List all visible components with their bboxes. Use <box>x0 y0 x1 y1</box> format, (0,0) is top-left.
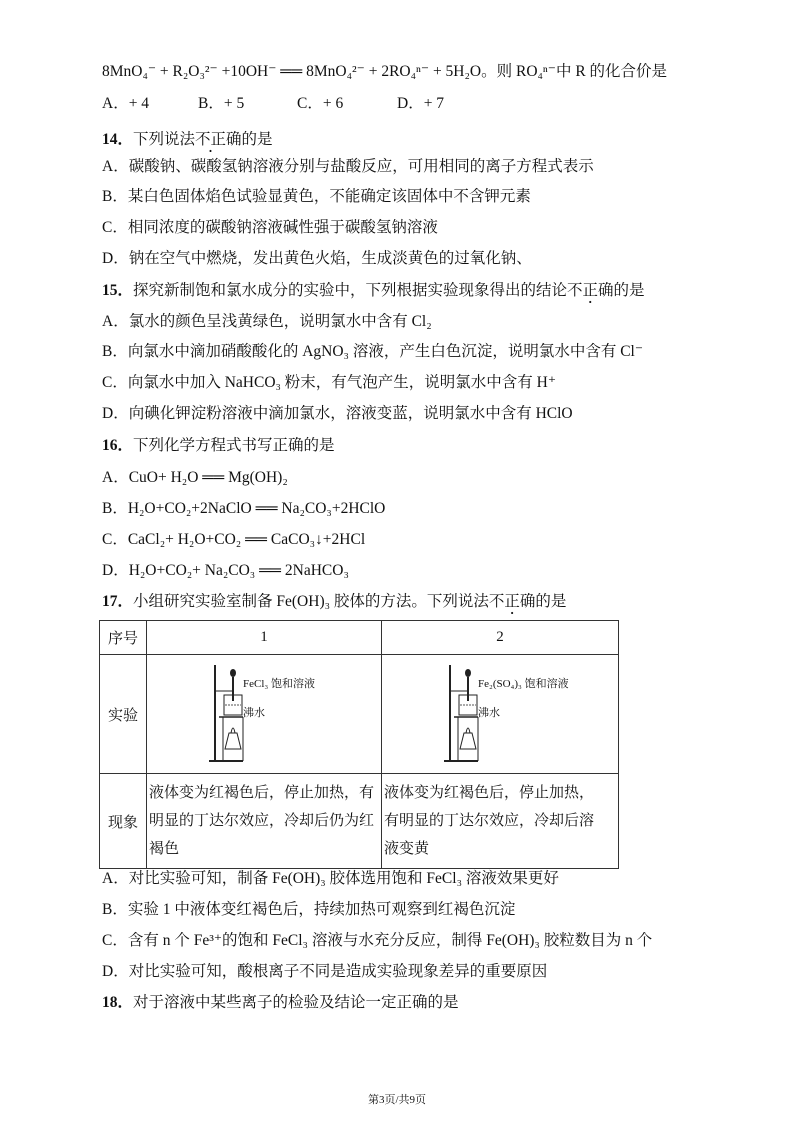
table-row-experiment <box>100 655 619 774</box>
q14-option-a: A．碳酸钠、碳酸氢钠溶液分别与盐酸反应，可用相同的离子方程式表示 <box>102 158 594 175</box>
q14-stem-emphasis: 不正 <box>195 131 227 148</box>
apparatus-1-boiling-label: 沸水 <box>243 707 265 719</box>
q15-number: 15． <box>102 282 134 299</box>
q17-stem <box>102 592 566 612</box>
q17-option-b: B．实验 1 中液体变红褐色后，持续加热可观察到红褐色沉淀 <box>102 901 516 918</box>
phenomenon-2-line-2: 有明显的丁达尔效应，冷却后溶 <box>384 813 595 829</box>
q15-stem-after: 的是 <box>613 282 645 299</box>
q13-option-b: B．+ 5 <box>198 95 245 112</box>
phenomenon-1-cell <box>147 774 382 869</box>
q15-stem-emphasis: 不正确 <box>567 282 614 299</box>
q13-option-c: C．+ 6 <box>297 95 344 112</box>
q17-number: 17． <box>102 593 134 610</box>
q16-option-b: B．H₂O+CO₂+2NaClO ══ Na₂CO₃+2HClO <box>102 500 386 517</box>
q18-stem-text: 对于溶液中某些离子的检验及结论一定正确的是 <box>133 994 459 1011</box>
q18-number: 18． <box>102 994 134 1011</box>
q17-stem-after: 的是 <box>535 593 567 610</box>
phenomenon-2-line-1: 液体变为红褐色后，停止加热， <box>384 785 595 801</box>
table-row-phenomenon <box>100 774 619 869</box>
q15-option-c: C．向氯水中加入 NaHCO₃ 粉末，有气泡产生，说明氯水中含有 H⁺ <box>102 374 557 391</box>
q14-option-b: B．某白色固体焰色试验显黄色，不能确定该固体中不含钾元素 <box>102 188 531 205</box>
apparatus-1 <box>147 655 381 773</box>
row-label-experiment: 实验 <box>100 655 147 774</box>
q13-option-a: A．+ 4 <box>102 95 150 112</box>
q17-option-a: A．对比实验可知，制备 Fe(OH)₃ 胶体选用饱和 FeCl₃ 溶液效果更好 <box>102 870 559 887</box>
phenomenon-1-line-3: 褐色 <box>149 841 180 857</box>
table-header-row <box>100 621 619 655</box>
q14-stem-after: 确的是 <box>226 131 273 148</box>
q16-option-d: D．H₂O+CO₂+ Na₂CO₃ ══ 2NaHCO₃ <box>102 562 349 579</box>
apparatus-1-drawing <box>209 661 245 769</box>
q16-stem-text: 下列化学方程式书写正确的是 <box>133 437 335 454</box>
q15-option-a: A．氯水的颜色呈浅黄绿色，说明氯水中含有 Cl₂ <box>102 313 432 330</box>
row-label-phenomenon: 现象 <box>100 774 147 869</box>
apparatus-2-reagent-label: Fe₂(SO₄)₃ 饱和溶液 <box>478 678 569 690</box>
apparatus-2 <box>382 655 616 773</box>
apparatus-2-drawing <box>444 661 480 769</box>
q16-option-c: C．CaCl₂+ H₂O+CO₂ ══ CaCO₃↓+2HCl <box>102 531 366 548</box>
experiment-1-cell <box>147 655 382 774</box>
q14-stem <box>102 130 273 150</box>
q17-stem-before: 小组研究实验室制备 Fe(OH)₃ 胶体的方法。下列说法 <box>133 593 489 610</box>
apparatus-2-boiling-label: 沸水 <box>478 707 500 719</box>
q14-option-d: D．钠在空气中燃烧，发出黄色火焰，生成淡黄色的过氧化钠、 <box>102 250 532 267</box>
q17-stem-emphasis: 不正确 <box>488 593 536 610</box>
q15-stem <box>102 281 645 301</box>
q16-stem <box>102 436 335 456</box>
q15-option-b: B．向氯水中滴加硝酸酸化的 AgNO₃ 溶液，产生白色沉淀，说明氯水中含有 Cl⁻ <box>102 343 644 360</box>
q13-option-d: D．+ 7 <box>397 95 445 112</box>
q15-stem-before: 探究新制饱和氯水成分的实验中，下列根据实验现象得出的结论 <box>133 282 568 299</box>
header-col-2: 2 <box>382 621 619 655</box>
q14-number: 14． <box>102 131 134 148</box>
q14-option-c: C．相同浓度的碳酸钠溶液碱性强于碳酸氢钠溶液 <box>102 219 438 236</box>
q17-option-c: C．含有 n 个 Fe³⁺的饱和 FeCl₃ 溶液与水充分反应，制得 Fe(OH)₃ 胶粒数目为 n 个 <box>102 932 653 949</box>
q16-option-a: A．CuO+ H₂O ══ Mg(OH)₂ <box>102 469 288 486</box>
q14-stem-before: 下列说法 <box>133 131 196 148</box>
q13-equation: 8MnO₄⁻ + R₂O₃²⁻ +10OH⁻ ══ 8MnO₄²⁻ + 2RO₄ⁿ⁻ + 5H₂O。则 RO₄ⁿ⁻中 R 的化合价是 <box>102 63 668 80</box>
q16-number: 16． <box>102 437 134 454</box>
header-col-1: 1 <box>147 621 382 655</box>
phenomenon-2-line-3: 液变黄 <box>384 841 430 857</box>
experiment-table <box>99 620 619 869</box>
experiment-2-cell <box>382 655 619 774</box>
page-footer: 第3页/共9页 <box>367 1094 427 1106</box>
header-index: 序号 <box>100 621 147 655</box>
phenomenon-2-cell <box>382 774 619 869</box>
apparatus-1-reagent-label: FeCl₃ 饱和溶液 <box>243 678 315 690</box>
q17-option-d: D．对比实验可知，酸根离子不同是造成实验现象差异的重要原因 <box>102 963 548 980</box>
phenomenon-1-line-1: 液体变为红褐色后，停止加热，有 <box>149 785 375 801</box>
q15-option-d: D．向碘化钾淀粉溶液中滴加氯水，溶液变蓝，说明氯水中含有 HClO <box>102 405 573 422</box>
q18-stem <box>102 993 459 1013</box>
phenomenon-1-line-2: 明显的丁达尔效应，冷却后仍为红 <box>149 813 375 829</box>
